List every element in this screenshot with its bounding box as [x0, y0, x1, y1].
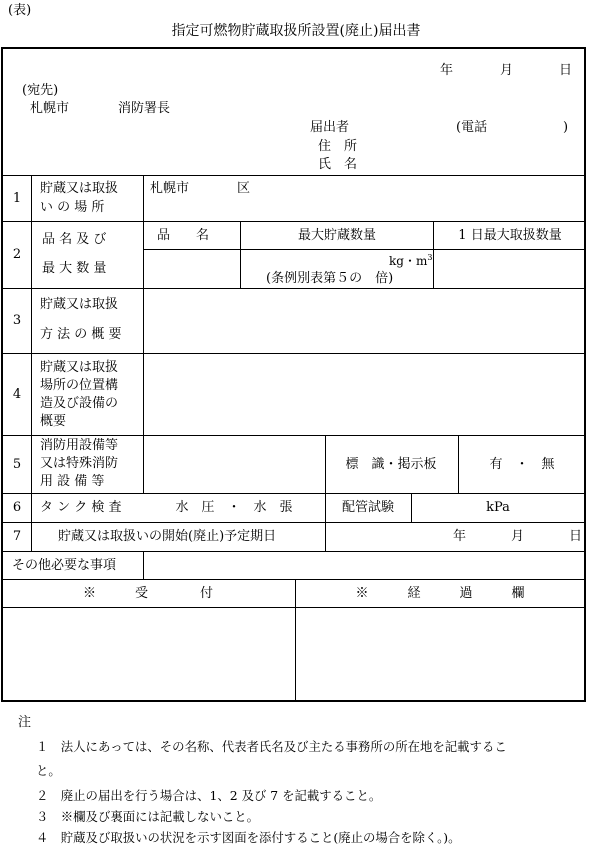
line-r1-top	[2, 175, 585, 176]
line-r2-c1	[240, 221, 241, 288]
form-title: 指定可燃物貯蔵取扱所設置(廃止)届出書	[171, 23, 421, 39]
row6-no: 6	[12, 500, 22, 515]
progress-header: ※ 経 過 欄	[355, 586, 525, 601]
row4-label-l1: 貯蔵又は取扱	[40, 360, 119, 375]
row5-label-l1: 消防用設備等	[40, 438, 119, 453]
row5-label-l2: 又は特殊消防	[40, 456, 119, 471]
row6-unit: kPa	[486, 500, 510, 515]
note-4: ４ 貯蔵及び取扱いの状況を示す図面を添付すること(廃止の場合を除く。)。	[36, 830, 461, 845]
reception-header: ※ 受 付	[82, 586, 214, 601]
row3-label-l1: 貯蔵又は取扱	[40, 297, 119, 312]
row3-no: 3	[12, 313, 22, 328]
row4-label-l3: 造及び設備の	[40, 396, 119, 411]
row6-label: タ ン ク 検 査	[40, 500, 122, 515]
note-1-line2: と。	[36, 763, 61, 778]
row2-col-daily-max: 1 日最大取扱数量	[458, 228, 562, 243]
row5-sign-label: 標 識・掲示板	[345, 457, 437, 472]
line-r9-top	[2, 579, 585, 580]
row8-label: その他必要な事項	[12, 558, 117, 573]
row2-label-l1: 品 名 及 び	[42, 232, 107, 247]
row7-label: 貯蔵又は取扱いの開始(廃止)予定期日	[58, 529, 277, 544]
line-label-col	[143, 175, 144, 493]
address-label: 住 所	[318, 139, 358, 154]
line-no-col	[31, 175, 32, 551]
note-1-line1: １ 法人にあっては、その名称、代表者氏名及び主たる事務所の所在地を記載するこ	[36, 739, 507, 754]
row3-label-l2: 方 法 の 概 要	[40, 327, 122, 342]
line-r2-c2	[433, 221, 434, 288]
addressee-city: 札幌市	[30, 101, 70, 116]
row7-no: 7	[12, 529, 22, 544]
row1-no: 1	[12, 191, 22, 206]
line-r9-c1	[295, 579, 296, 701]
row5-label-l3: 用 設 備 等	[40, 474, 105, 489]
line-r6-top	[2, 493, 585, 494]
addressee-chief: 消防署長	[118, 101, 171, 116]
header-year: 年	[440, 63, 454, 78]
line-r2-sub	[143, 249, 585, 250]
row6-test: 水 圧 ・ 水 張	[175, 500, 293, 515]
row1-ward: 区	[237, 181, 251, 196]
line-r3-top	[2, 288, 585, 289]
line-r8-c1	[143, 551, 144, 579]
row4-label-l2: 場所の位置構	[40, 378, 119, 393]
row2-label-l2: 最 大 数 量	[42, 261, 107, 276]
line-r8-top	[2, 551, 585, 552]
line-r6-c2	[411, 493, 412, 522]
row7-month: 月	[511, 529, 525, 544]
row6-pipe-test: 配管試験	[341, 500, 395, 515]
row2-multiple: (条例別表第５の 倍)	[266, 271, 394, 286]
row5-sign-value: 有 ・ 無	[489, 457, 555, 472]
line-r6-c1	[325, 493, 326, 522]
line-r2-top	[2, 221, 585, 222]
row2-unit-kg: kg・m	[389, 254, 428, 268]
row7-year: 年	[453, 529, 467, 544]
line-r5-top	[2, 435, 585, 436]
row1-label-l1: 貯蔵又は取扱	[40, 181, 119, 196]
row4-label-l4: 概要	[40, 414, 67, 429]
line-r4-top	[2, 353, 585, 354]
header-day: 日	[559, 63, 573, 78]
row4-no: 4	[12, 387, 22, 402]
row1-label-l2: い の 場 所	[40, 200, 105, 215]
notifier-label: 届出者	[310, 120, 350, 135]
line-r5-c2	[458, 435, 459, 493]
row2-col-max-storage: 最大貯蔵数量	[297, 228, 377, 243]
notes-heading: 注	[18, 715, 32, 730]
line-r5-c1	[325, 435, 326, 493]
phone-close: )	[563, 120, 569, 135]
addressee-prefix: (宛先)	[22, 83, 59, 98]
row2-no: 2	[12, 247, 22, 262]
phone-open: (電話	[456, 120, 488, 135]
name-label: 氏 名	[318, 157, 358, 172]
row2-col-item: 品 名	[157, 228, 210, 243]
line-r7-c1	[325, 522, 326, 551]
header-month: 月	[500, 63, 514, 78]
front-label: (表)	[8, 3, 32, 18]
row5-no: 5	[12, 457, 22, 472]
row1-city: 札幌市	[150, 181, 190, 196]
line-r9-sub	[2, 607, 585, 608]
note-3: ３ ※欄及び裏面には記載しないこと。	[36, 809, 260, 824]
note-2: ２ 廃止の届出を行う場合は、1、2 及び 7 を記載すること。	[36, 788, 382, 803]
row2-unit-sup: 3	[427, 253, 433, 262]
row2-unit	[389, 254, 432, 267]
line-r7-top	[2, 522, 585, 523]
row7-day: 日	[569, 529, 583, 544]
